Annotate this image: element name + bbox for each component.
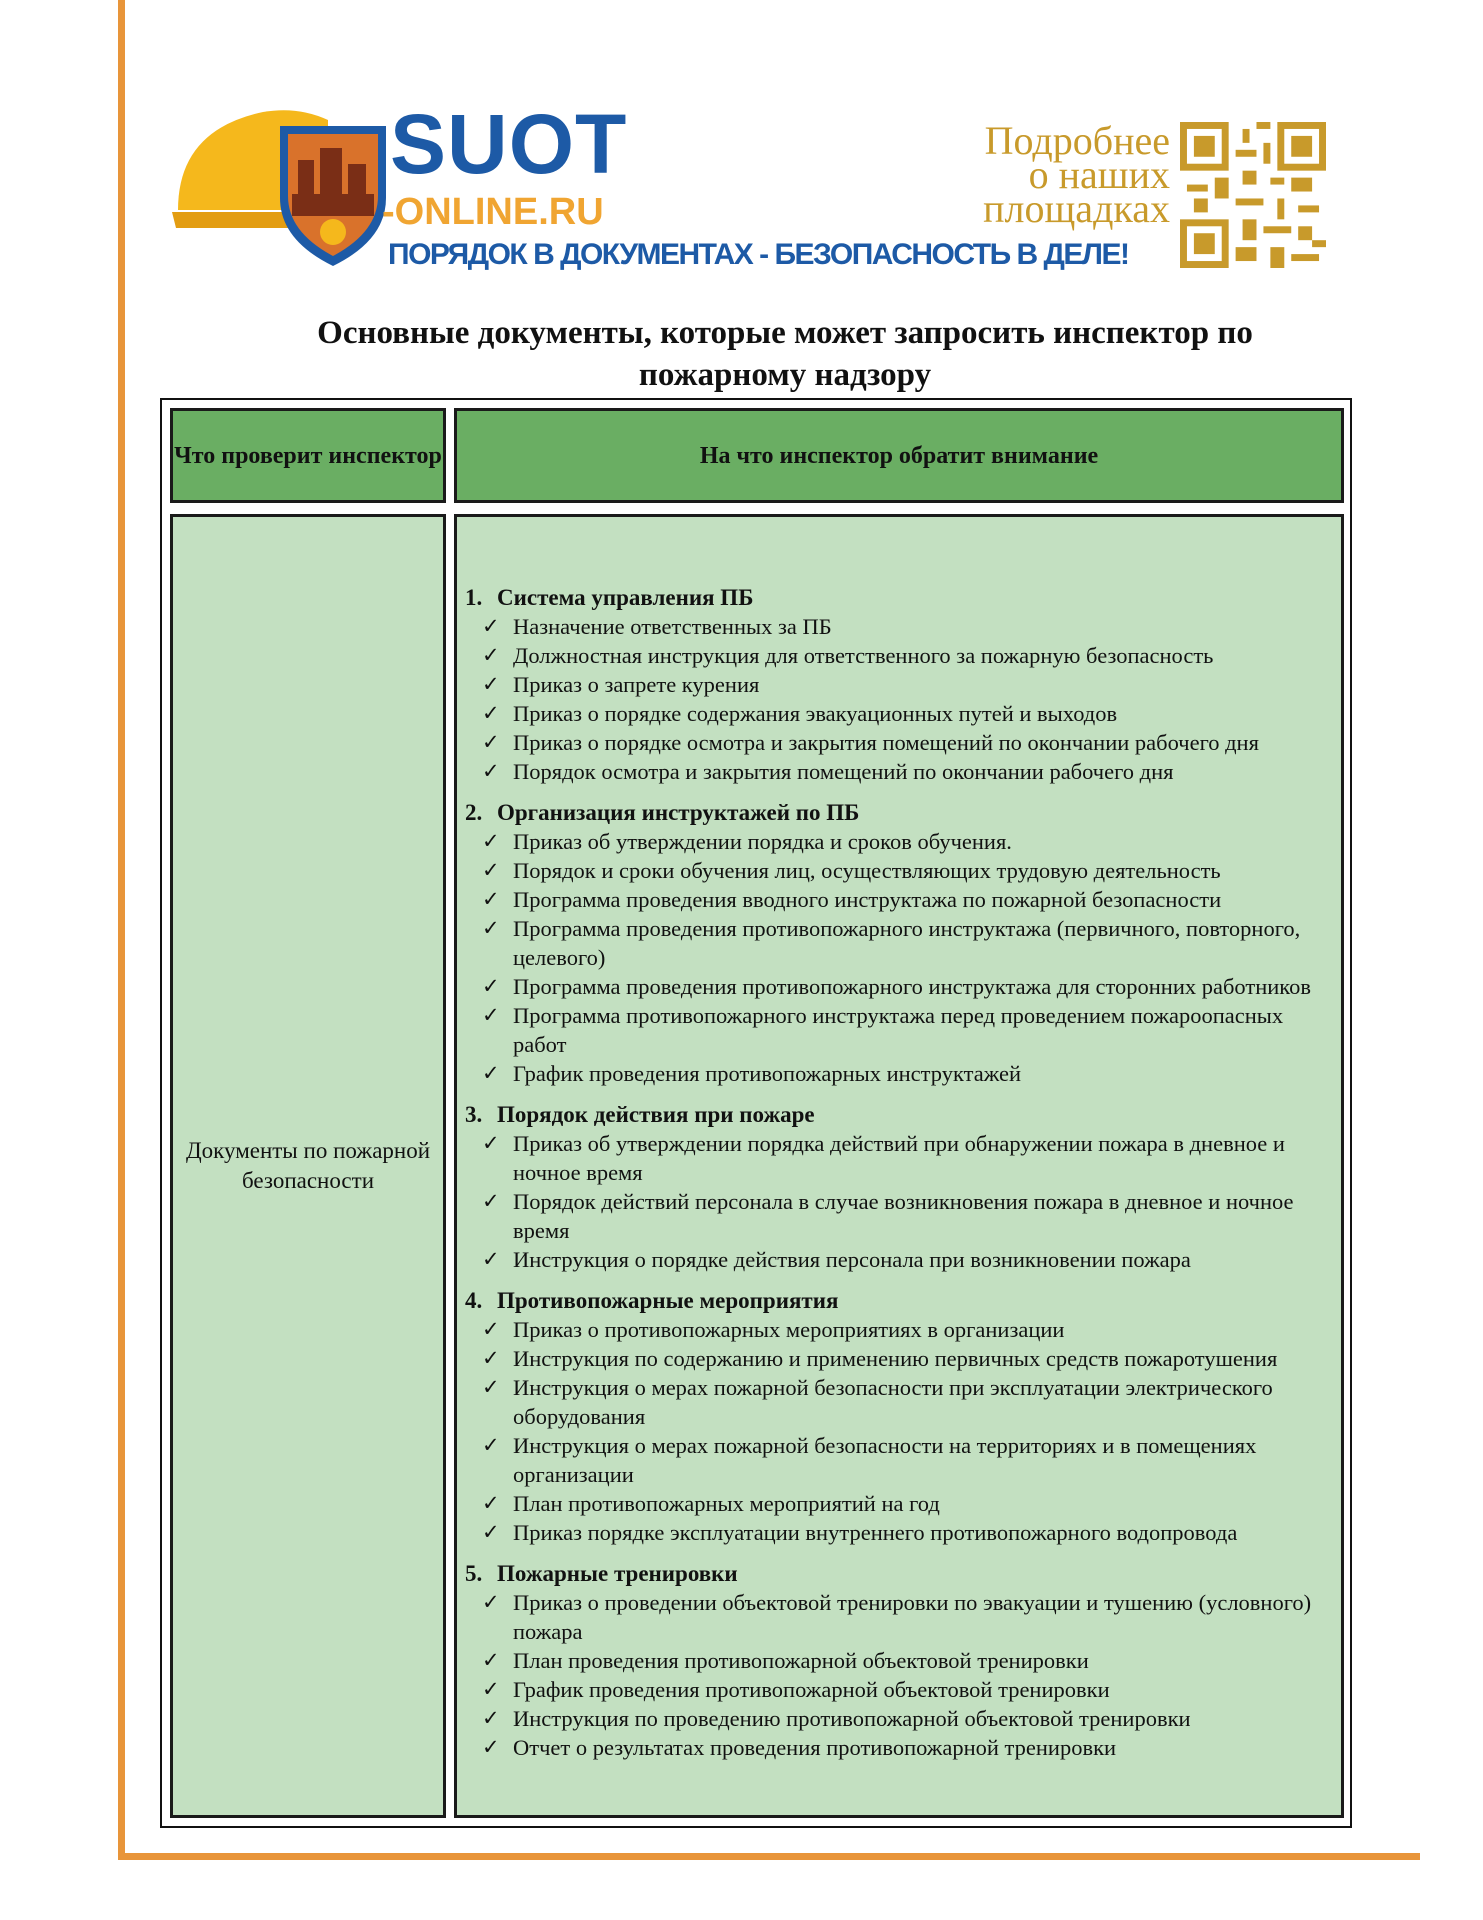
checkmark-icon: ✓ bbox=[482, 1735, 500, 1759]
checkmark-icon: ✓ bbox=[482, 1346, 500, 1370]
section-number: 2. bbox=[465, 800, 483, 825]
checkmark-icon: ✓ bbox=[482, 1677, 500, 1701]
list-item-text: Порядок осмотра и закрытия помещений по окончании рабочего дня bbox=[513, 759, 1174, 784]
table-content-cell bbox=[454, 514, 1344, 1818]
list-item bbox=[465, 1129, 1337, 1187]
list-item-text: Программа проведения противопожарного инструктажа для сторонних работников bbox=[513, 974, 1311, 999]
section-number: 3. bbox=[465, 1102, 483, 1127]
list-item-text: Порядок и сроки обучения лиц, осуществляющих трудовую деятельность bbox=[513, 858, 1221, 883]
checkmark-icon: ✓ bbox=[482, 672, 500, 696]
list-item-text: Инструкция о мерах пожарной безопасности при эксплуатации электрического оборудования bbox=[513, 1375, 1273, 1429]
checkmark-icon: ✓ bbox=[482, 1247, 500, 1271]
brand-name: SUOT bbox=[390, 97, 628, 191]
list-item bbox=[465, 1733, 1337, 1762]
list-item bbox=[465, 1059, 1337, 1088]
list-item bbox=[465, 914, 1337, 972]
checkmark-icon: ✓ bbox=[482, 759, 500, 783]
list-item-text: Отчет о результатах проведения противопожарной тренировки bbox=[513, 1735, 1117, 1760]
header-text: Что проверит инспектор bbox=[174, 442, 442, 469]
list-item bbox=[465, 757, 1337, 786]
brand-domain: -ONLINE.RU bbox=[382, 191, 604, 233]
checkmark-icon: ✓ bbox=[482, 1648, 500, 1672]
section-block bbox=[465, 583, 1337, 786]
hard-hat-logo-icon bbox=[168, 90, 398, 270]
checkmark-icon: ✓ bbox=[482, 1590, 500, 1614]
list-item-text: Приказ об утверждении порядка и сроков обучения. bbox=[513, 829, 1012, 854]
list-item-text: Приказ о проведении объектовой тренировки по эвакуации и тушению (условного) пожара bbox=[513, 1590, 1312, 1644]
checkmark-icon: ✓ bbox=[482, 614, 500, 638]
list-item-text: Инструкция о мерах пожарной безопасности на территориях и в помещениях организации bbox=[513, 1433, 1257, 1487]
checkmark-icon: ✓ bbox=[482, 1131, 500, 1155]
list-item bbox=[465, 1373, 1337, 1431]
list-item-text: Приказ об утверждении порядка действий при обнаружении пожара в дневное и ночное время bbox=[513, 1131, 1285, 1185]
list-item-text: Приказ о противопожарных мероприятиях в организации bbox=[513, 1317, 1065, 1342]
list-item bbox=[465, 670, 1337, 699]
checkmark-icon: ✓ bbox=[482, 1706, 500, 1730]
section-number: 1. bbox=[465, 585, 483, 610]
list-item bbox=[465, 1646, 1337, 1675]
list-item-text: План противопожарных мероприятий на год bbox=[513, 1491, 940, 1516]
row-label: Документы по пожарной безопасности bbox=[185, 1138, 431, 1193]
section-title bbox=[465, 1286, 1337, 1315]
page-frame-left bbox=[118, 0, 125, 1860]
list-item-text: График проведения противопожарной объектовой тренировки bbox=[513, 1677, 1110, 1702]
list-item bbox=[465, 699, 1337, 728]
checkmark-icon: ✓ bbox=[482, 643, 500, 667]
list-item-text: Программа проведения противопожарного инструктажа (первичного, повторного, целевого) bbox=[513, 916, 1301, 970]
section-title bbox=[465, 1100, 1337, 1129]
list-item bbox=[465, 1344, 1337, 1373]
more-info-text bbox=[930, 118, 1170, 231]
section-title-text: Организация инструктажей по ПБ bbox=[497, 800, 860, 825]
list-item bbox=[465, 1675, 1337, 1704]
table-header-col1 bbox=[170, 408, 446, 503]
list-item bbox=[465, 1245, 1337, 1274]
list-item bbox=[465, 612, 1337, 641]
checkmark-icon: ✓ bbox=[482, 701, 500, 725]
section-block bbox=[465, 1286, 1337, 1547]
list-item bbox=[465, 728, 1337, 757]
section-title-text: Пожарные тренировки bbox=[497, 1561, 738, 1586]
list-item bbox=[465, 1431, 1337, 1489]
checkmark-icon: ✓ bbox=[482, 916, 500, 940]
list-item bbox=[465, 1001, 1337, 1059]
table-row-label-cell bbox=[170, 514, 446, 1818]
checkmark-icon: ✓ bbox=[482, 887, 500, 911]
list-item-text: План проведения противопожарной объектовой тренировки bbox=[513, 1648, 1089, 1673]
section-list bbox=[465, 583, 1337, 1774]
list-item-text: График проведения противопожарных инструктажей bbox=[513, 1061, 1021, 1086]
list-item-text: Назначение ответственных за ПБ bbox=[513, 614, 832, 639]
list-item bbox=[465, 1315, 1337, 1344]
list-item bbox=[465, 1489, 1337, 1518]
checkmark-icon: ✓ bbox=[482, 1061, 500, 1085]
list-item bbox=[465, 1518, 1337, 1547]
section-title bbox=[465, 798, 1337, 827]
list-item-text: Приказ о порядке осмотра и закрытия помещений по окончании рабочего дня bbox=[513, 730, 1259, 755]
checkmark-icon: ✓ bbox=[482, 1491, 500, 1515]
more-line: о наших bbox=[1028, 152, 1170, 197]
header-banner bbox=[160, 88, 1340, 280]
list-item bbox=[465, 1704, 1337, 1733]
section-number: 5. bbox=[465, 1561, 483, 1586]
list-item bbox=[465, 827, 1337, 856]
checkmark-icon: ✓ bbox=[482, 1003, 500, 1027]
checkmark-icon: ✓ bbox=[482, 829, 500, 853]
section-title-text: Система управления ПБ bbox=[497, 585, 754, 610]
table-header-col2 bbox=[454, 408, 1344, 503]
document-title: Основные документы, которые может запросить инспектор по пожарному надзору bbox=[317, 315, 1253, 393]
section-block bbox=[465, 798, 1337, 1088]
list-item-text: Приказ о запрете курения bbox=[513, 672, 760, 697]
checkmark-icon: ✓ bbox=[482, 1317, 500, 1341]
list-item-text: Программа противопожарного инструктажа перед проведением пожароопасных работ bbox=[513, 1003, 1284, 1057]
section-title bbox=[465, 1559, 1337, 1588]
checkmark-icon: ✓ bbox=[482, 974, 500, 998]
list-item bbox=[465, 1187, 1337, 1245]
list-item-text: Инструкция о порядке действия персонала при возникновении пожара bbox=[513, 1247, 1191, 1272]
list-item bbox=[465, 1588, 1337, 1646]
qr-code-icon[interactable] bbox=[1180, 122, 1326, 268]
list-item-text: Должностная инструкция для ответственного за пожарную безопасность bbox=[513, 643, 1214, 668]
list-item-text: Инструкция по проведению противопожарной объектовой тренировки bbox=[513, 1706, 1191, 1731]
section-title-text: Порядок действия при пожаре bbox=[497, 1102, 815, 1127]
list-item bbox=[465, 885, 1337, 914]
checkmark-icon: ✓ bbox=[482, 730, 500, 754]
header-text: На что инспектор обратит внимание bbox=[699, 442, 1099, 469]
documents-table bbox=[160, 398, 1352, 1828]
section-title bbox=[465, 583, 1337, 612]
list-item-text: Приказ о порядке содержания эвакуационных путей и выходов bbox=[513, 701, 1118, 726]
list-item bbox=[465, 972, 1337, 1001]
more-line: Подробнее bbox=[984, 118, 1170, 163]
more-line: площадках bbox=[983, 186, 1170, 231]
brand-slogan: ПОРЯДОК В ДОКУМЕНТАХ - БЕЗОПАСНОСТЬ В ДЕЛЕ! bbox=[388, 238, 1129, 271]
checkmark-icon: ✓ bbox=[482, 858, 500, 882]
list-item-text: Порядок действий персонала в случае возникновения пожара в дневное и ночное время bbox=[513, 1189, 1294, 1243]
list-item-text: Инструкция по содержанию и применению первичных средств пожаротушения bbox=[513, 1346, 1278, 1371]
list-item-text: Программа проведения вводного инструктажа по пожарной безопасности bbox=[513, 887, 1222, 912]
checkmark-icon: ✓ bbox=[482, 1433, 500, 1457]
list-item bbox=[465, 641, 1337, 670]
checkmark-icon: ✓ bbox=[482, 1375, 500, 1399]
section-block bbox=[465, 1559, 1337, 1762]
list-item bbox=[465, 856, 1337, 885]
page-frame-bottom bbox=[118, 1853, 1420, 1860]
checkmark-icon: ✓ bbox=[482, 1189, 500, 1213]
section-title-text: Противопожарные мероприятия bbox=[497, 1288, 839, 1313]
section-block bbox=[465, 1100, 1337, 1274]
list-item-text: Приказ порядке эксплуатации внутреннего противопожарного водопровода bbox=[513, 1520, 1238, 1545]
checkmark-icon: ✓ bbox=[482, 1520, 500, 1544]
section-number: 4. bbox=[465, 1288, 483, 1313]
